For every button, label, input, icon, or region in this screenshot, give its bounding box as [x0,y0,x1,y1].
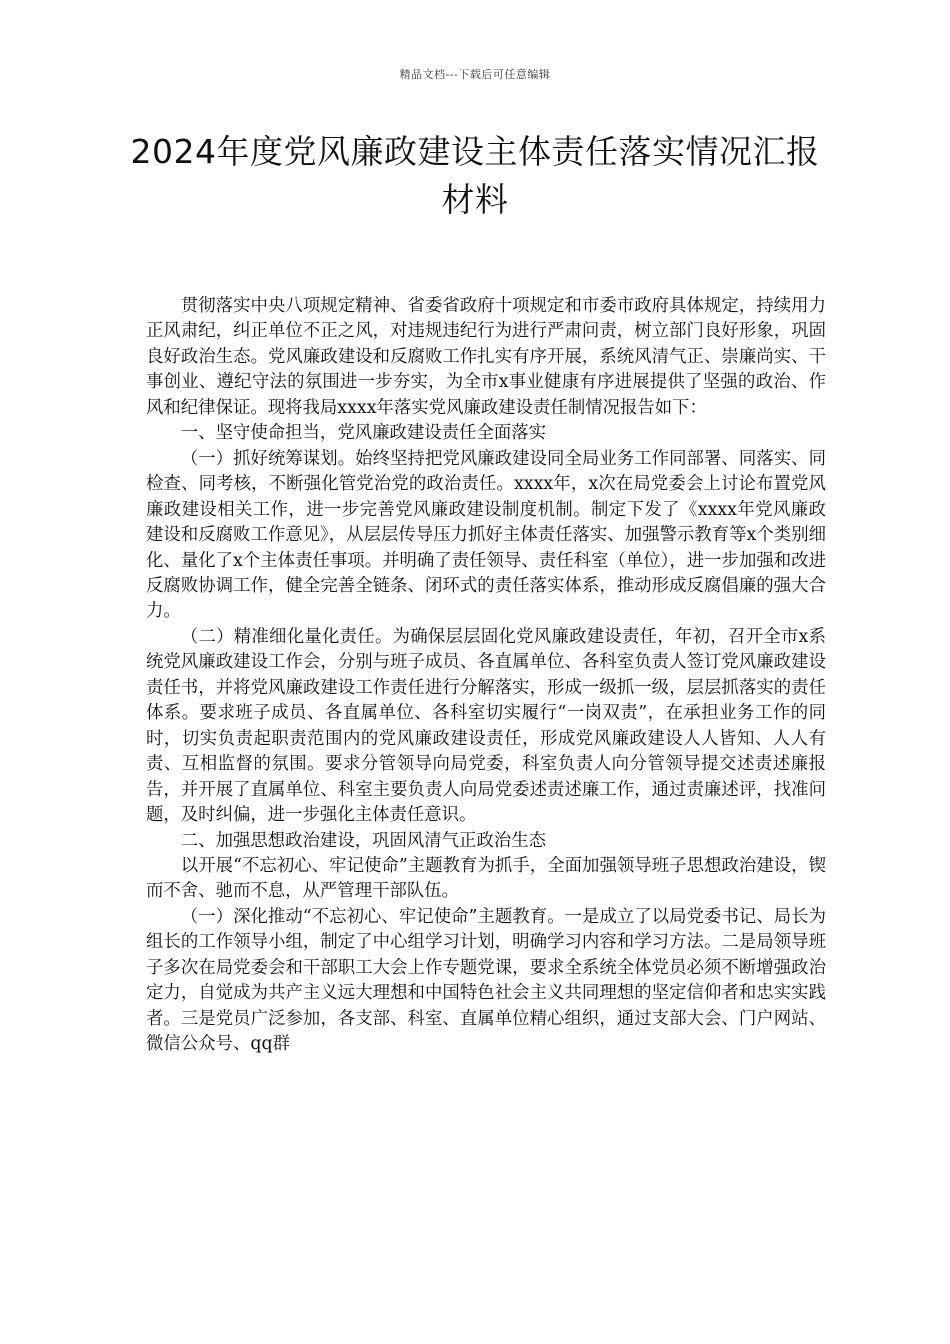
paragraph-2-1: （一）深化推动“不忘初心、牢记使命”主题教育。一是成立了以局党委书记、局长为组长的工作领导小组，制定了中心组学习计划，明确学习内容和学习方法。二是局领导班子多次在局党委会和干部职工大会上作专题党课，要求全系统全体党员必须不断增强政治定力，自觉成为共产主义远大理想和中国特色社会主义共同理想的坚定信仰者和忠实实践者。三是党员广泛参加，各支部、科室、直属单位精心组织，通过支部大会、门户网站、微信公众号、qq群 [146,906,826,1055]
page-header-note: 精品文档---下载后可任意编辑 [399,68,551,81]
paragraph-2-intro: 以开展“不忘初心、牢记使命”主题教育为抓手，全面加强领导班子思想政治建设，锲而不舍、驰而不息，从严管理干部队伍。 [146,855,826,902]
paragraph-intro: 贯彻落实中央八项规定精神、省委省政府十项规定和市委市政府具体规定，持续用力正风肃纪，纠正单位不正之风，对违规违纪行为进行严肃问责，树立部门良好形象，巩固良好政治生态。党风廉政建设和反腐败工作扎实有序开展，系统风清气正、崇廉尚实、干事创业、遵纪守法的氛围进一步夯实，为全市x事业健康有序进展提供了坚强的政治、作风和纪律保证。现将我局xxxx年落实党风廉政建设责任制情况报告如下： [146,296,826,418]
paragraph-1-1: （一）抓好统筹谋划。始终坚持把党风廉政建设同全局业务工作同部署、同落实、同检查、同考核，不断强化管党治党的政治责任。xxxx年，x次在局党委会上讨论布置党风廉政建设相关工作，进一步完善党风廉政建设制度机制。制定下发了《xxxx年党风廉政建设和反腐败工作意见》，从层层传导压力抓好主体责任落实、加强警示教育等x个类别细化、量化了x个主体责任事项。并明确了责任领导、责任科室（单位），进一步加强和改进反腐败协调工作，健全完善全链条、闭环式的责任落实体系，推动形成反腐倡廉的强大合力。 [146,448,826,622]
paragraph-1-2: （二）精准细化量化责任。为确保层层固化党风廉政建设责任，年初，召开全市x系统党风廉政建设工作会，分别与班子成员、各直属单位、各科室负责人签订党风廉政建设责任书，并将党风廉政建设工作责任进行分解落实，形成一级抓一级，层层抓落实的责任体系。要求班子成员、各直属单位、各科室切实履行“一岗双责”，在承担业务工作的同时，切实负责起职责范围内的党风廉政建设责任，形成党风廉政建设人人皆知、人人有责、互相监督的氛围。要求分管领导向局党委，科室负责人向分管领导提交述责述廉报告，并开展了直属单位、科室主要负责人向局党委述责述廉工作，通过责廉述评，找准问题，及时纠偏，进一步强化主体责任意识。 [146,626,826,826]
section-heading-1: 一、坚守使命担当，党风廉政建设责任全面落实 [180,423,547,444]
document-title: 2024年度党风廉政建设主体责任落实情况汇报材料 [130,132,820,219]
document-body [146,294,826,1058]
section-heading-2: 二、加强思想政治建设，巩固风清气正政治生态 [180,830,547,851]
